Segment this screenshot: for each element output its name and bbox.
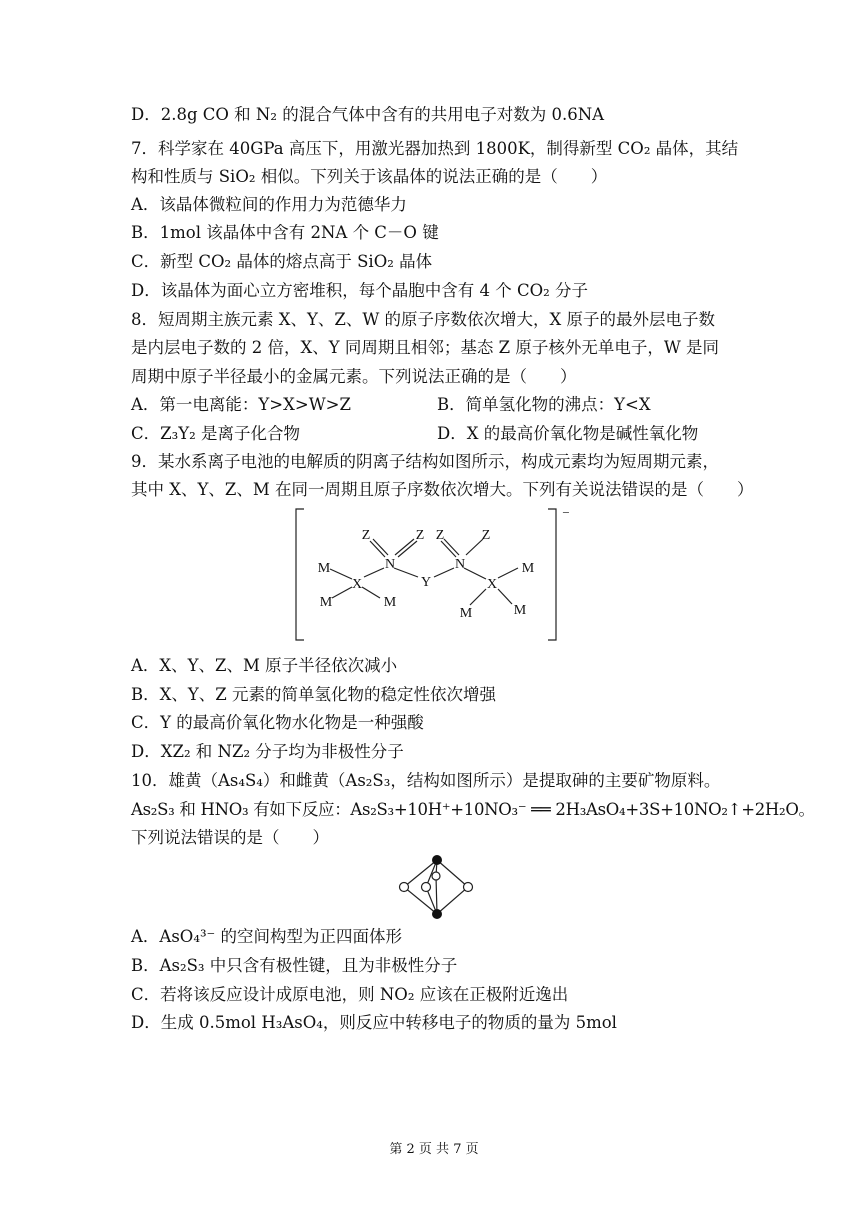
charge-sign: − — [562, 505, 570, 520]
q7-option-a: A．该晶体微粒间的作用力为范德华力 — [131, 195, 407, 214]
q8-option-c: C．Z₃Y₂ 是离子化合物 — [131, 424, 300, 443]
as2s3-structure-diagram — [392, 850, 482, 922]
atom-x: X — [351, 577, 363, 592]
atom-m: M — [459, 606, 473, 621]
q10-stem-line3: 下列说法错误的是（ ） — [131, 828, 329, 847]
q9-anion-structure-diagram — [290, 505, 580, 645]
atom-m: M — [513, 603, 527, 618]
q9-option-a: A．X、Y、Z、M 原子半径依次减小 — [131, 656, 398, 675]
as-atom — [432, 855, 442, 865]
page-footer: 第 2 页 共 7 页 — [389, 1142, 479, 1157]
q10-stem-line1: 10．雄黄（As₄S₄）和雌黄（As₂S₃，结构如图所示）是提取砷的主要矿物原料。 — [131, 771, 721, 790]
atom-z: Z — [415, 528, 425, 543]
q8-option-a: A．第一电离能：Y>X>W>Z — [131, 395, 351, 414]
q8-stem-line1: 8．短周期主族元素 X、Y、Z、W 的原子序数依次增大，X 原子的最外层电子数 — [131, 310, 716, 329]
atom-m: M — [319, 595, 333, 610]
atom-m: M — [383, 595, 397, 610]
atom-n: N — [384, 557, 396, 572]
q9-option-b: B．X、Y、Z 元素的简单氢化物的稳定性依次增强 — [131, 685, 496, 704]
q7-option-b: B．1mol 该晶体中含有 2NA 个 C－O 键 — [131, 223, 439, 242]
atom-z: Z — [435, 528, 445, 543]
s-atom — [464, 883, 473, 892]
q10-option-c: C．若将该反应设计成原电池，则 NO₂ 应该在正极附近逸出 — [131, 985, 569, 1004]
q9-option-d: D．XZ₂ 和 NZ₂ 分子均为非极性分子 — [131, 742, 404, 761]
atom-m: M — [521, 561, 535, 576]
s-atom — [432, 872, 440, 880]
atom-z: Z — [361, 528, 371, 543]
q10-option-b: B．As₂S₃ 中只含有极性键，且为非极性分子 — [131, 956, 458, 975]
atom-y: Y — [420, 575, 432, 590]
atom-n: N — [454, 557, 466, 572]
q10-option-d: D．生成 0.5mol H₃AsO₄，则反应中转移电子的物质的量为 5mol — [131, 1013, 617, 1032]
q7-stem-line1: 7．科学家在 40GPa 高压下，用激光器加热到 1800K，制得新型 CO₂ 晶体，其结 — [131, 139, 739, 158]
q7-option-c: C．新型 CO₂ 晶体的熔点高于 SiO₂ 晶体 — [131, 252, 433, 271]
q6-option-d: D．2.8g CO 和 N₂ 的混合气体中含有的共用电子对数为 0.6NA — [131, 105, 605, 124]
q8-option-d: D．X 的最高价氧化物是碱性氧化物 — [437, 424, 699, 443]
q8-stem-line2: 是内层电子数的 2 倍，X、Y 同周期且相邻；基态 Z 原子核外无单电子，W 是同 — [131, 338, 720, 357]
as-atom — [432, 909, 442, 919]
q8-option-b: B．简单氢化物的沸点：Y<X — [437, 395, 651, 414]
q10-option-a: A．AsO₄³⁻ 的空间构型为正四面体形 — [131, 927, 403, 946]
s-atom — [400, 883, 409, 892]
q8-stem-line3: 周期中原子半径最小的金属元素。下列说法正确的是（ ） — [131, 367, 577, 386]
atom-m: M — [317, 561, 331, 576]
q10-stem-line2: As₂S₃ 和 HNO₃ 有如下反应：As₂S₃+10H⁺+10NO₃⁻ ══ 2H₃AsO₄+3S+10NO₂↑+2H₂O。 — [131, 800, 815, 819]
s-atom — [422, 883, 431, 892]
q9-stem-line1: 9．某水系离子电池的电解质的阴离子结构如图所示，构成元素均为短周期元素， — [131, 452, 719, 471]
q9-option-c: C．Y 的最高价氧化物水化物是一种强酸 — [131, 713, 424, 732]
q7-stem-line2: 构和性质与 SiO₂ 相似。下列关于该晶体的说法正确的是（ ） — [131, 167, 608, 186]
q9-stem-line2: 其中 X、Y、Z、M 在同一周期且原子序数依次增大。下列有关说法错误的是（ ） — [131, 480, 754, 499]
q7-option-d: D．该晶体为面心立方密堆积，每个晶胞中含有 4 个 CO₂ 分子 — [131, 281, 588, 300]
atom-z: Z — [481, 528, 491, 543]
atom-x: X — [486, 577, 498, 592]
